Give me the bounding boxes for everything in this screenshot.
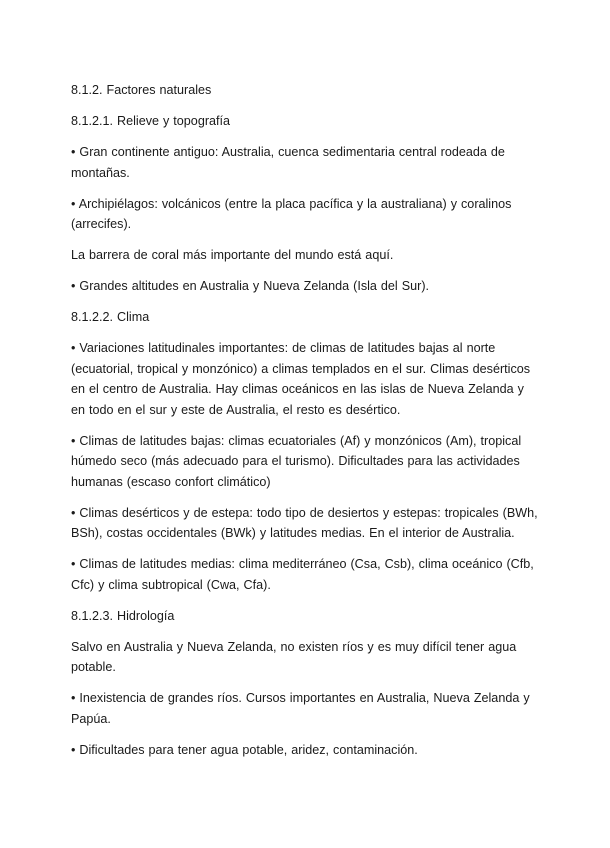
bullet-paragraph: • Gran continente antiguo: Australia, cuenca sedimentaria central rodeada de montañas.	[71, 145, 505, 180]
subsection-heading: 8.1.2.2. Clima	[71, 310, 150, 324]
bullet-paragraph: • Dificultades para tener agua potable, aridez, contaminación.	[71, 742, 418, 757]
body-paragraph: La barrera de coral más importante del mundo está aquí.	[71, 248, 394, 262]
subsection-heading: 8.1.2.3. Hidrología	[71, 608, 175, 623]
bullet-paragraph: • Archipiélagos: volcánicos (entre la placa pacífica y la australiana) y coralinos (arrecifes).	[71, 196, 512, 231]
bullet-paragraph: • Variaciones latitudinales importantes: de climas de latitudes bajas al norte (ecuatorial, tropical y monzónico) a climas templados en el sur. Climas desérticos en el centro de Australia. Hay climas oceánicos en las islas de Nueva Zelanda y en todo en el sur y este de Australia, el resto es desértico.	[71, 341, 531, 417]
document-body	[71, 80, 541, 771]
bullet-paragraph: • Climas de latitudes medias: clima mediterráneo (Csa, Csb), clima oceánico (Cfb, Cfc) y clima subtropical (Cwa, Cfa).	[71, 557, 534, 592]
body-paragraph: Salvo en Australia y Nueva Zelanda, no existen ríos y es muy difícil tener agua potable.	[71, 639, 517, 674]
bullet-paragraph: • Grandes altitudes en Australia y Nueva Zelanda (Isla del Sur).	[71, 279, 430, 293]
subsection-heading: 8.1.2.1. Relieve y topografía	[71, 114, 231, 128]
bullet-paragraph: • Inexistencia de grandes ríos. Cursos importantes en Australia, Nueva Zelanda y Papúa.	[71, 691, 530, 726]
bullet-paragraph: • Climas desérticos y de estepa: todo tipo de desiertos y estepas: tropicales (BWh, BSh), costas occidentales (BWk) y latitudes medias. En el interior de Australia.	[71, 505, 538, 540]
bullet-paragraph: • Climas de latitudes bajas: climas ecuatoriales (Af) y monzónicos (Am), tropical húmedo seco (más adecuado para el turismo). Dificultades para las actividades humanas (escaso confort climático)	[71, 433, 522, 489]
section-heading: 8.1.2. Factores naturales	[71, 83, 212, 97]
